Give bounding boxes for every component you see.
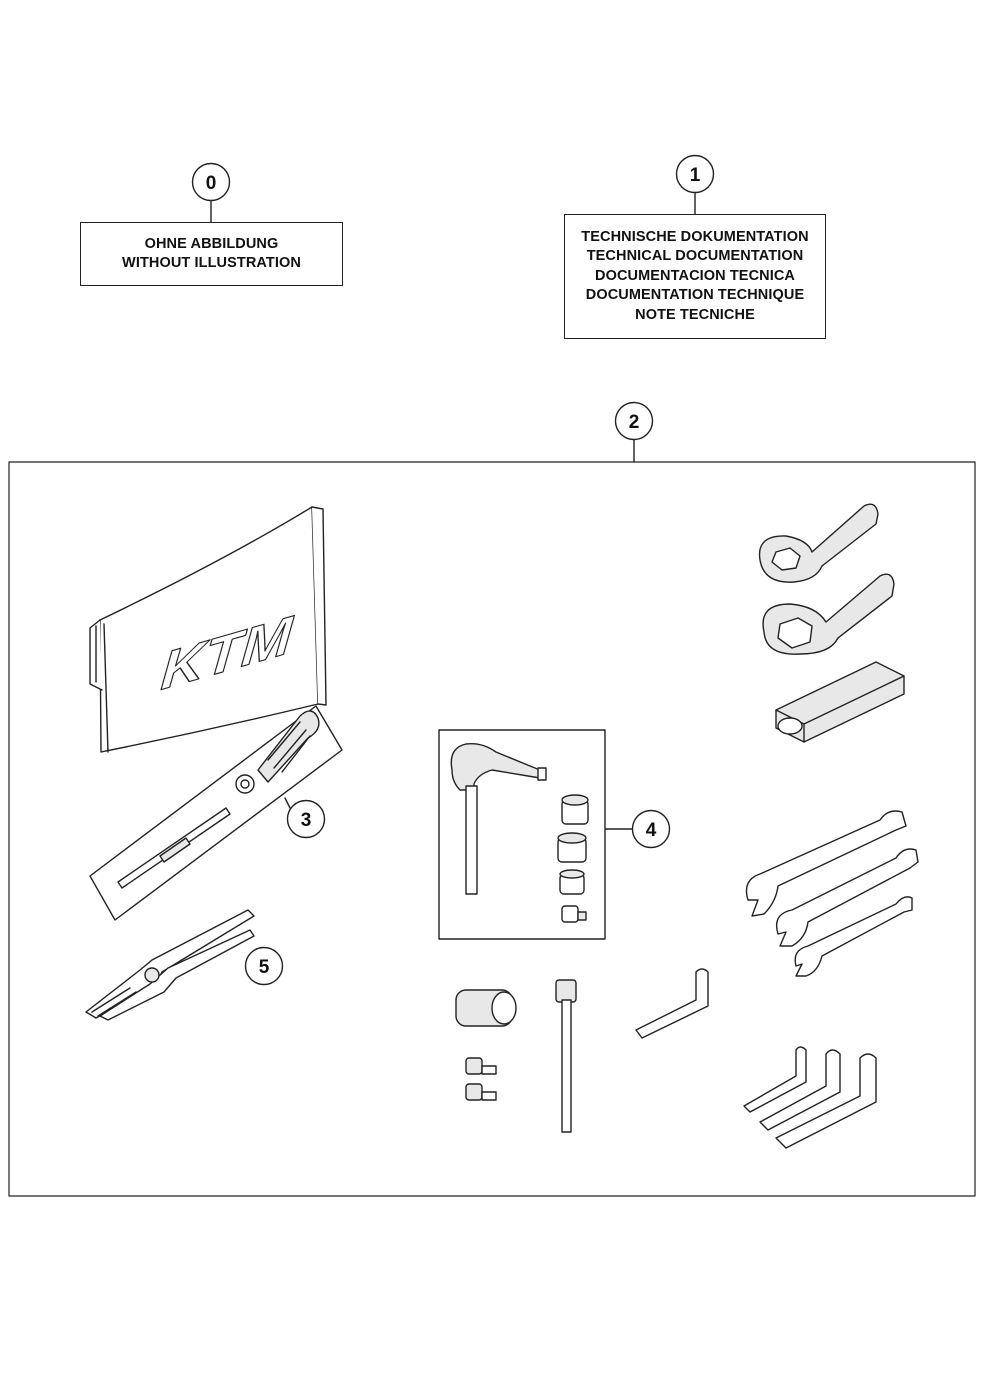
item-1-line-de: TECHNISCHE DOKUMENTATION [581,228,809,245]
item-0-label-box [80,222,343,286]
callout-1 [677,156,714,193]
svg-text:KTM: KTM [159,604,295,702]
item-1-label-box [564,214,826,339]
callout-2-number: 2 [628,412,640,433]
callout-3-number: 3 [300,810,312,831]
callout-5 [246,948,283,985]
item-0-line-en: WITHOUT ILLUSTRATION [122,255,301,271]
callout-5-number: 5 [258,957,270,978]
callout-2 [616,403,653,440]
socket-extension-bar-illustration [556,980,576,1132]
small-bits-illustration [466,1058,496,1100]
callout-3 [288,801,325,838]
callout-0-number: 0 [205,173,217,194]
tube-sleeve-illustration [776,662,904,742]
open-end-wrench-set-illustration [747,811,919,976]
pin-spanner-lower-illustration [763,574,894,654]
pliers-illustration [86,910,254,1020]
callout-0 [193,164,230,201]
callout-1-number: 1 [689,165,701,186]
callout-4-number: 4 [645,820,657,841]
leader-line-3 [285,798,290,808]
item-1-line-fr: DOCUMENTATION TECHNIQUE [585,287,805,304]
torx-l-key-illustration [636,969,708,1038]
callout-4 [633,811,670,848]
large-socket-illustration [456,990,516,1026]
item-1-line-es: DOCUMENTACION TECNICA [595,267,795,284]
allen-key-set-illustration [744,1047,876,1148]
tool-bag-illustration [90,507,326,752]
pin-spanner-upper-illustration [760,504,878,582]
item-1-line-en: TECHNICAL DOCUMENTATION [586,248,804,265]
item-1-line-it: NOTE TECNICHE [635,306,755,323]
item-0-line-de: OHNE ABBILDUNG [144,235,279,252]
